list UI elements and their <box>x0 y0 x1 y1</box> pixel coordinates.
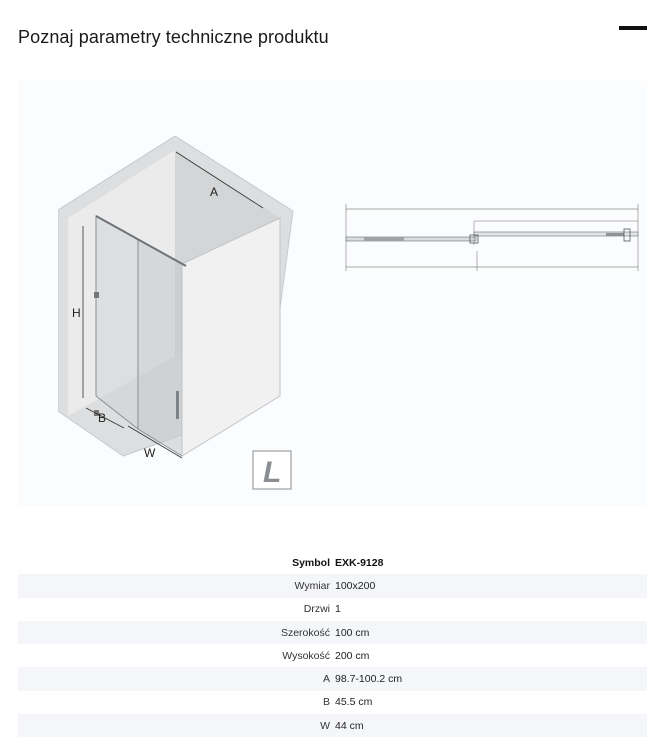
spec-key: Wysokość <box>282 649 330 662</box>
page-title: Poznaj parametry techniczne produktu <box>18 27 329 47</box>
spec-value: 98.7-100.2 cm <box>335 667 647 690</box>
spec-value: 45.5 cm <box>335 696 373 709</box>
spec-value: 100 cm <box>335 621 647 644</box>
hinge-top <box>94 292 99 298</box>
shower-plan-diagram <box>344 201 640 281</box>
spec-key: Wymiar <box>18 574 335 597</box>
shower-isometric-diagram <box>58 136 298 496</box>
label-b: B <box>98 411 107 425</box>
spec-key: Symbol <box>292 556 330 569</box>
spec-key: A <box>18 667 335 690</box>
spec-row-wysokosc <box>18 644 647 667</box>
spec-row-drzwi <box>18 598 647 621</box>
spec-value: 100x200 <box>335 574 647 597</box>
spec-row-b <box>18 691 647 714</box>
specs-table <box>18 551 647 737</box>
spec-value: 44 cm <box>335 714 647 737</box>
close-icon[interactable] <box>619 26 647 30</box>
spec-row-symbol <box>18 551 647 574</box>
spec-value: EXK-9128 <box>335 556 384 569</box>
l-shape-badge-label: L <box>263 456 282 489</box>
spec-key: Szerokość <box>18 621 335 644</box>
fixed-glass-panel <box>96 216 138 429</box>
sliding-door-panel <box>138 239 182 456</box>
spec-value: 200 cm <box>335 649 370 662</box>
spec-row-w <box>18 714 647 737</box>
spec-key: W <box>18 714 335 737</box>
door-handle <box>176 391 179 419</box>
diagram-panel <box>18 81 647 506</box>
spec-row-a <box>18 667 647 690</box>
label-a: A <box>210 185 219 199</box>
spec-value: 1 <box>335 603 341 616</box>
spec-row-wymiar <box>18 574 647 597</box>
label-w: W <box>144 446 156 460</box>
spec-row-szerokosc <box>18 621 647 644</box>
spec-key: B <box>322 696 330 709</box>
label-h: H <box>72 306 81 320</box>
spec-key: Drzwi <box>303 603 330 616</box>
